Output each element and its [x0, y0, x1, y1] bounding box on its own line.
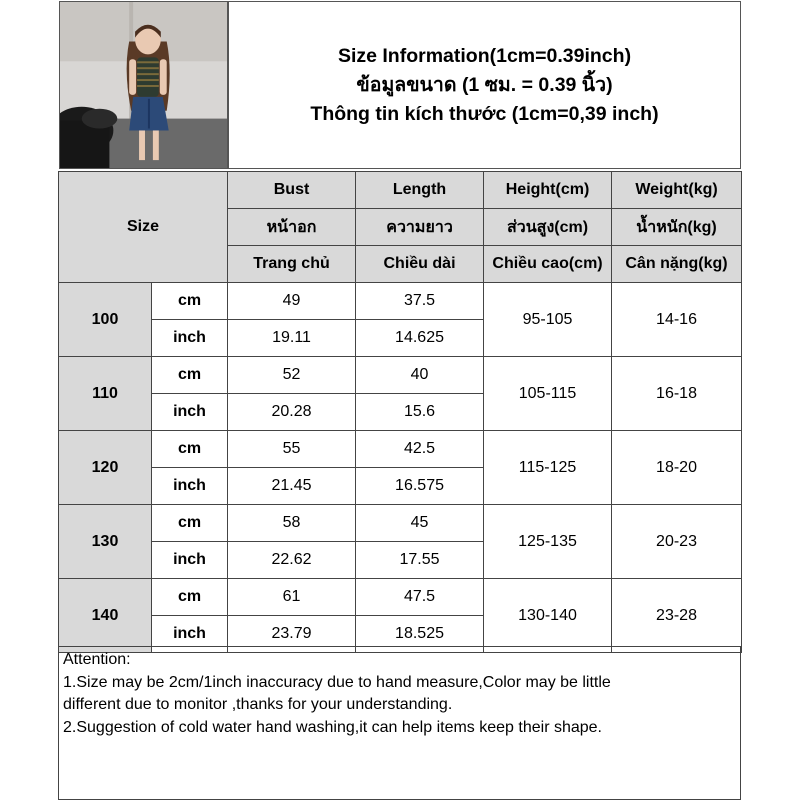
- size-value: 140: [59, 579, 152, 653]
- unit-label-cm: cm: [152, 579, 228, 616]
- height-range: 105-115: [484, 357, 612, 431]
- title-english: Size Information(1cm=0.39inch): [337, 44, 632, 67]
- length-cm: 40: [356, 357, 484, 394]
- height-range: 130-140: [484, 579, 612, 653]
- length-inch: 15.6: [356, 394, 484, 431]
- length-inch: 14.625: [356, 320, 484, 357]
- weight-range: 23-28: [612, 579, 742, 653]
- bust-inch: 19.11: [228, 320, 356, 357]
- header-weight-vi: Cân nặng(kg): [612, 246, 742, 283]
- length-cm: 42.5: [356, 431, 484, 468]
- size-table: [58, 171, 742, 653]
- unit-label-cm: cm: [152, 283, 228, 320]
- table-row: [59, 579, 742, 616]
- header-bust-en: Bust: [228, 172, 356, 209]
- height-range: 95-105: [484, 283, 612, 357]
- unit-label-inch: inch: [152, 320, 228, 357]
- bust-cm: 61: [228, 579, 356, 616]
- header-row-english: [59, 172, 742, 209]
- weight-range: 16-18: [612, 357, 742, 431]
- size-value: 120: [59, 431, 152, 505]
- height-range: 115-125: [484, 431, 612, 505]
- bust-inch: 21.45: [228, 468, 356, 505]
- header-weight-en: Weight(kg): [612, 172, 742, 209]
- weight-range: 14-16: [612, 283, 742, 357]
- bust-inch: 22.62: [228, 542, 356, 579]
- attention-note-2: 2.Suggestion of cold water hand washing,it can help items keep their shape.: [63, 718, 602, 736]
- length-cm: 45: [356, 505, 484, 542]
- unit-label-inch: inch: [152, 542, 228, 579]
- length-cm: 37.5: [356, 283, 484, 320]
- bust-cm: 49: [228, 283, 356, 320]
- size-value: 110: [59, 357, 152, 431]
- unit-label-inch: inch: [152, 468, 228, 505]
- length-inch: 16.575: [356, 468, 484, 505]
- header-length-en: Length: [356, 172, 484, 209]
- table-row: [59, 505, 742, 542]
- header-bust-th: หน้าอก: [228, 209, 356, 246]
- title-vietnamese: Thông tin kích thước (1cm=0,39 inch): [310, 102, 659, 125]
- bust-inch: 20.28: [228, 394, 356, 431]
- size-value: 100: [59, 283, 152, 357]
- size-information-header: [228, 1, 741, 169]
- product-photo: [59, 1, 228, 169]
- size-column-header: Size: [59, 172, 228, 283]
- title-thai: ข้อมูลขนาด (1 ซม. = 0.39 นิ้ว): [356, 73, 613, 96]
- header-length-th: ความยาว: [356, 209, 484, 246]
- bust-inch: 23.79: [228, 616, 356, 653]
- table-row: [59, 283, 742, 320]
- bust-cm: 58: [228, 505, 356, 542]
- unit-label-cm: cm: [152, 505, 228, 542]
- bust-cm: 55: [228, 431, 356, 468]
- table-row: [59, 431, 742, 468]
- unit-label-cm: cm: [152, 431, 228, 468]
- length-cm: 47.5: [356, 579, 484, 616]
- bust-cm: 52: [228, 357, 356, 394]
- attention-heading: Attention:: [63, 651, 131, 668]
- table-row: [59, 357, 742, 394]
- header-height-vi: Chiều cao(cm): [484, 246, 612, 283]
- header-bust-vi: Trang chủ: [228, 246, 356, 283]
- attention-notes: [58, 646, 741, 800]
- product-photo-illustration: [60, 2, 227, 168]
- unit-label-inch: inch: [152, 616, 228, 653]
- header-weight-th: น้ำหนัก(kg): [612, 209, 742, 246]
- attention-note-1-continued: different due to monitor ,thanks for your understanding.: [63, 696, 453, 713]
- header-length-vi: Chiều dài: [356, 246, 484, 283]
- unit-label-inch: inch: [152, 394, 228, 431]
- attention-note-1: 1.Size may be 2cm/1inch inaccuracy due to hand measure,Color may be little: [63, 673, 611, 691]
- size-value: 130: [59, 505, 152, 579]
- header-height-en: Height(cm): [484, 172, 612, 209]
- height-range: 125-135: [484, 505, 612, 579]
- weight-range: 18-20: [612, 431, 742, 505]
- length-inch: 17.55: [356, 542, 484, 579]
- weight-range: 20-23: [612, 505, 742, 579]
- size-chart-sheet: [58, 0, 742, 800]
- length-inch: 18.525: [356, 616, 484, 653]
- unit-label-cm: cm: [152, 357, 228, 394]
- header-height-th: ส่วนสูง(cm): [484, 209, 612, 246]
